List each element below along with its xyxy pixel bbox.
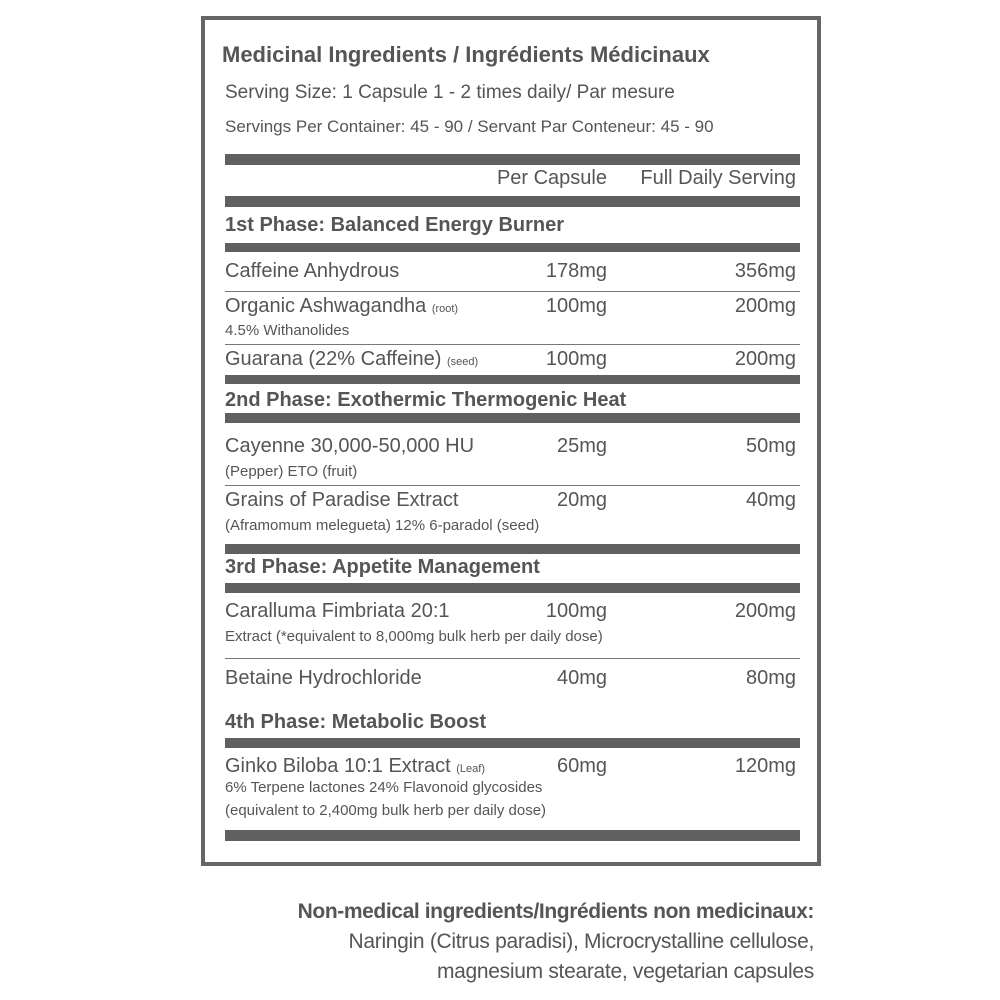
per-capsule-value: 178mg (545, 260, 607, 282)
phase-2-title: 2nd Phase: Exothermic Thermogenic Heat (225, 389, 627, 411)
divider-bar (225, 154, 800, 165)
divider-bar (225, 243, 800, 252)
ingredient-detail: (Pepper) ETO (fruit) (225, 463, 358, 480)
non-medical-line-2: magnesium stearate, vegetarian capsules (436, 960, 814, 983)
full-daily-value: 200mg (734, 295, 796, 317)
divider-bar (225, 830, 800, 841)
servings-per-container: Servings Per Container: 45 - 90 / Servant Par Conteneur: 45 - 90 (225, 117, 714, 136)
per-capsule-value: 40mg (556, 667, 607, 689)
medicinal-ingredients-panel (201, 16, 821, 866)
ingredient-part: (seed) (447, 356, 479, 368)
full-daily-value: 200mg (734, 600, 796, 622)
divider-bar (225, 738, 800, 748)
phase-4-title: 4th Phase: Metabolic Boost (225, 711, 487, 733)
full-daily-value: 50mg (745, 435, 796, 457)
full-daily-value: 40mg (745, 489, 796, 511)
row-divider (225, 658, 800, 659)
ingredient-detail: Extract (*equivalent to 8,000mg bulk herb per daily dose) (225, 628, 603, 645)
divider-bar (225, 413, 800, 423)
ingredient-name: Caffeine Anhydrous (225, 260, 400, 282)
ingredient-part: (root) (431, 303, 459, 315)
panel-title: Medicinal Ingredients / Ingrédients Médicinaux (222, 42, 710, 67)
row-divider (225, 291, 800, 292)
per-capsule-value: 100mg (545, 348, 607, 370)
ingredient-name: Betaine Hydrochloride (225, 667, 422, 689)
per-capsule-value: 20mg (556, 489, 607, 511)
row-divider (225, 485, 800, 486)
phase-1-title: 1st Phase: Balanced Energy Burner (225, 214, 565, 236)
ingredient-name: Caralluma Fimbriata 20:1 (225, 600, 450, 622)
divider-bar (225, 196, 800, 207)
serving-size: Serving Size: 1 Capsule 1 - 2 times daily/ Par mesure (225, 82, 675, 103)
ingredient-name: Guarana (22% Caffeine) (seed) (225, 348, 479, 370)
full-daily-value: 200mg (734, 348, 796, 370)
full-daily-value: 80mg (745, 667, 796, 689)
row-divider (225, 344, 800, 345)
column-header-full-daily: Full Daily Serving (640, 167, 796, 189)
column-header-per-capsule: Per Capsule (496, 167, 607, 189)
per-capsule-value: 25mg (556, 435, 607, 457)
non-medical-line-1: Naringin (Citrus paradisi), Microcrystalline cellulose, (348, 930, 814, 953)
ingredient-detail: (equivalent to 2,400mg bulk herb per daily dose) (225, 802, 547, 819)
full-daily-value: 356mg (734, 260, 796, 282)
ingredient-detail: (Aframomum melegueta) 12% 6-paradol (seed) (225, 517, 540, 534)
divider-bar (225, 544, 800, 554)
ingredient-detail: 6% Terpene lactones 24% Flavonoid glycosides (225, 779, 543, 796)
ingredient-name: Ginko Biloba 10:1 Extract (Leaf) (225, 755, 485, 777)
ingredient-detail: 4.5% Withanolides (225, 322, 350, 339)
ingredient-part: (Leaf) (456, 763, 485, 775)
full-daily-value: 120mg (734, 755, 796, 777)
per-capsule-value: 100mg (545, 600, 607, 622)
ingredient-name: Grains of Paradise Extract (225, 489, 459, 511)
non-medical-title: Non-medical ingredients/Ingrédients non medicinaux: (297, 900, 814, 923)
per-capsule-value: 100mg (545, 295, 607, 317)
ingredient-name: Organic Ashwagandha (root) (225, 295, 459, 317)
per-capsule-value: 60mg (556, 755, 607, 777)
ingredient-name: Cayenne 30,000-50,000 HU (225, 435, 475, 457)
divider-bar (225, 583, 800, 593)
divider-bar (225, 375, 800, 384)
phase-3-title: 3rd Phase: Appetite Management (225, 556, 540, 578)
